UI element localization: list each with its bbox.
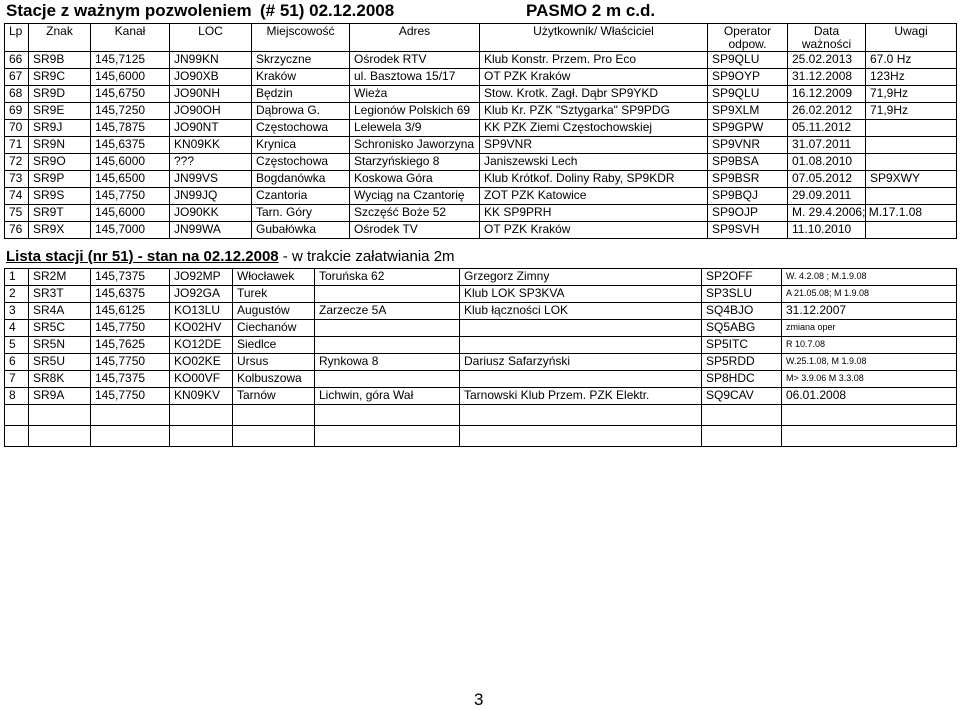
table-cell <box>866 137 957 154</box>
table-cell: SP9QLU <box>708 52 788 69</box>
table-cell: 8 <box>5 388 29 405</box>
table-cell: KO02KE <box>170 354 233 371</box>
table-cell: SP5ITC <box>702 337 782 354</box>
table-cell: Klub łączności LOK <box>460 303 702 320</box>
table-cell: 2 <box>5 286 29 303</box>
table-cell: SR5N <box>29 337 91 354</box>
table-cell <box>866 154 957 171</box>
table-cell: Włocławek <box>233 269 315 286</box>
table-cell: SR8K <box>29 371 91 388</box>
table-cell: zmiana oper <box>782 320 957 337</box>
table-cell: SP9XWY <box>866 171 957 188</box>
table-cell: SP9OYP <box>708 69 788 86</box>
table-cell <box>29 426 91 447</box>
table-cell: Czantoria <box>252 188 350 205</box>
column-header: Znak <box>29 24 91 52</box>
table-row <box>5 120 957 137</box>
table-cell: SR3T <box>29 286 91 303</box>
table-cell: Kraków <box>252 69 350 86</box>
table-cell: Wyciąg na Czantorię <box>350 188 480 205</box>
table-cell: Toruńska 62 <box>315 269 460 286</box>
table-cell: Stow. Krotk. Zagł. Dąbr SP9YKD <box>480 86 708 103</box>
table-cell: 70 <box>5 120 29 137</box>
table-cell: Legionów Polskich 69 <box>350 103 480 120</box>
table-cell: 145,6500 <box>91 171 170 188</box>
table-cell: JO92GA <box>170 286 233 303</box>
table-cell: 145,6750 <box>91 86 170 103</box>
table-cell: JO90XB <box>170 69 252 86</box>
table-cell: 16.12.2009 <box>788 86 866 103</box>
table-cell: KN09KV <box>170 388 233 405</box>
table-cell: SP9OJP <box>708 205 788 222</box>
table-header-row <box>5 24 957 52</box>
table-cell: 05.11.2012 <box>788 120 866 137</box>
table-cell: SR9O <box>29 154 91 171</box>
table-cell: 71,9Hz <box>866 103 957 120</box>
table-cell <box>782 405 957 426</box>
table-cell: JN99JQ <box>170 188 252 205</box>
table-cell: 1 <box>5 269 29 286</box>
table-cell: SQ5ABG <box>702 320 782 337</box>
table-cell: 145,7750 <box>91 388 170 405</box>
table-cell: 76 <box>5 222 29 239</box>
table-cell: SR9N <box>29 137 91 154</box>
table-cell: 145,6125 <box>91 303 170 320</box>
table-cell: W. 4.2.08 ; M.1.9.08 <box>782 269 957 286</box>
table-cell <box>170 405 233 426</box>
table-cell: 67.0 Hz <box>866 52 957 69</box>
table-cell: SP3SLU <box>702 286 782 303</box>
table-cell: 71 <box>5 137 29 154</box>
table-row <box>5 205 957 222</box>
title-main: Stacje z ważnym pozwoleniem <box>6 1 252 20</box>
table-cell <box>91 405 170 426</box>
table-cell: OT PZK Kraków <box>480 69 708 86</box>
table-cell <box>170 426 233 447</box>
table-cell: KK SP9PRH <box>480 205 708 222</box>
column-header: LOC <box>170 24 252 52</box>
table-cell: 145,6375 <box>91 137 170 154</box>
table-cell: JO90KK <box>170 205 252 222</box>
pending-list-title <box>6 248 455 265</box>
table-cell: Siedlce <box>233 337 315 354</box>
table-cell: 68 <box>5 86 29 103</box>
table-cell <box>782 426 957 447</box>
table-cell: JO90NH <box>170 86 252 103</box>
table-cell: 66 <box>5 52 29 69</box>
table-cell: 07.05.2012 <box>788 171 866 188</box>
table-row <box>5 52 957 69</box>
table-row <box>5 354 957 371</box>
table-cell: SP9XLM <box>708 103 788 120</box>
title-band: PASMO 2 m c.d. <box>526 1 656 20</box>
table-row <box>5 320 957 337</box>
table-row <box>5 188 957 205</box>
table-cell: SR9A <box>29 388 91 405</box>
table-cell: JO92MP <box>170 269 233 286</box>
table-cell: Klub Kr. PZK "Sztygarka" SP9PDG <box>480 103 708 120</box>
table-cell: 25.02.2013 <box>788 52 866 69</box>
table-cell: SP5RDD <box>702 354 782 371</box>
table-cell: Kolbuszowa <box>233 371 315 388</box>
table-cell: Częstochowa <box>252 154 350 171</box>
table-cell: 145,6000 <box>91 205 170 222</box>
table-cell <box>29 405 91 426</box>
table-cell <box>460 426 702 447</box>
table-cell: SP8HDC <box>702 371 782 388</box>
pending-list-title-note: - w trakcie załatwiania 2m <box>278 248 455 265</box>
table-cell: SP9GPW <box>708 120 788 137</box>
table-cell: Dąbrowa G. <box>252 103 350 120</box>
table-cell: 5 <box>5 337 29 354</box>
table-row <box>5 171 957 188</box>
table-cell: Krynica <box>252 137 350 154</box>
table-cell: SP9BSA <box>708 154 788 171</box>
table-row <box>5 86 957 103</box>
table-cell: KO00VF <box>170 371 233 388</box>
table-cell: Gubałówka <box>252 222 350 239</box>
table-cell: 4 <box>5 320 29 337</box>
table-row <box>5 286 957 303</box>
table-cell: Ośrodek TV <box>350 222 480 239</box>
page-title <box>6 1 956 23</box>
table-cell <box>866 120 957 137</box>
pending-stations-table <box>4 268 957 447</box>
table-cell: 145,7625 <box>91 337 170 354</box>
table-cell <box>866 222 957 239</box>
stations-table <box>4 23 957 239</box>
column-header: Uwagi <box>866 24 957 52</box>
table-cell: Lelewela 3/9 <box>350 120 480 137</box>
table-cell: ZOT PZK Katowice <box>480 188 708 205</box>
table-cell: 145,6000 <box>91 154 170 171</box>
table-cell: R 10.7.08 <box>782 337 957 354</box>
title-list-number: (# 51) 02.12.2008 <box>260 1 395 20</box>
table-cell: SR9E <box>29 103 91 120</box>
table-cell: KO02HV <box>170 320 233 337</box>
table-cell: SR9T <box>29 205 91 222</box>
table-cell: 72 <box>5 154 29 171</box>
table-cell: KK PZK Ziemi Częstochowskiej <box>480 120 708 137</box>
table-cell: 31.12.2008 <box>788 69 866 86</box>
table-cell: 145,7750 <box>91 354 170 371</box>
table-cell: SR2M <box>29 269 91 286</box>
table-cell: M. 29.4.2006; M.17.1.08 <box>788 205 866 222</box>
table-cell: JO90OH <box>170 103 252 120</box>
table-cell <box>460 405 702 426</box>
table-cell: SR5C <box>29 320 91 337</box>
table-cell: Ciechanów <box>233 320 315 337</box>
table-cell: Klub Krótkof. Doliny Raby, SP9KDR <box>480 171 708 188</box>
table-cell: Augustów <box>233 303 315 320</box>
table-cell: KO12DE <box>170 337 233 354</box>
table-cell <box>233 426 315 447</box>
table-row <box>5 69 957 86</box>
table-row <box>5 371 957 388</box>
table-cell <box>5 405 29 426</box>
column-header: Lp <box>5 24 29 52</box>
table-cell: SR9P <box>29 171 91 188</box>
table-cell: SP9VNR <box>480 137 708 154</box>
table-cell: 67 <box>5 69 29 86</box>
table-cell: W.25.1.08, M 1.9.08 <box>782 354 957 371</box>
table-row <box>5 388 957 405</box>
page-number: 3 <box>474 690 484 709</box>
table-row <box>5 337 957 354</box>
table-cell <box>460 371 702 388</box>
table-cell: 145,7750 <box>91 320 170 337</box>
table-cell: 123Hz <box>866 69 957 86</box>
table-cell: Schronisko Jaworzyna <box>350 137 480 154</box>
table-cell: KN09KK <box>170 137 252 154</box>
table-cell: A 21.05.08; M 1.9.08 <box>782 286 957 303</box>
table-cell <box>315 426 460 447</box>
table-cell: 145,7000 <box>91 222 170 239</box>
table-cell <box>866 188 957 205</box>
column-header: Użytkownik/ Właściciel <box>480 24 708 52</box>
table-cell: SR4A <box>29 303 91 320</box>
column-header: Operator odpow. <box>708 24 788 52</box>
table-cell <box>460 320 702 337</box>
table-cell: SR9B <box>29 52 91 69</box>
table-cell: SP9BQJ <box>708 188 788 205</box>
table-cell: SP9BSR <box>708 171 788 188</box>
table-cell <box>5 426 29 447</box>
table-cell: Szczęść Boże 52 <box>350 205 480 222</box>
column-header: Kanał <box>91 24 170 52</box>
table-row <box>5 103 957 120</box>
table-cell: 6 <box>5 354 29 371</box>
table-cell: 145,7750 <box>91 188 170 205</box>
pending-list-title-main: Lista stacji (nr 51) - stan na 02.12.2008 <box>6 248 279 265</box>
table-cell <box>233 405 315 426</box>
table-cell: KO13LU <box>170 303 233 320</box>
table-cell <box>315 320 460 337</box>
table-row <box>5 303 957 320</box>
table-cell: SR9J <box>29 120 91 137</box>
table-cell: Zarzecze 5A <box>315 303 460 320</box>
table-cell <box>315 405 460 426</box>
table-cell: Grzegorz Zimny <box>460 269 702 286</box>
table-cell: SR9X <box>29 222 91 239</box>
table-cell: Częstochowa <box>252 120 350 137</box>
table-cell: 145,6000 <box>91 69 170 86</box>
table-cell <box>315 286 460 303</box>
table-cell: SR9D <box>29 86 91 103</box>
column-header: Data ważności <box>788 24 866 52</box>
table-cell: JO90NT <box>170 120 252 137</box>
table-cell: Klub LOK SP3KVA <box>460 286 702 303</box>
empty-row <box>5 426 957 447</box>
table-cell: SP9VNR <box>708 137 788 154</box>
table-cell: SR9C <box>29 69 91 86</box>
table-cell: Starzyńskiego 8 <box>350 154 480 171</box>
table-cell: SR9S <box>29 188 91 205</box>
table-cell: 31.07.2011 <box>788 137 866 154</box>
table-cell: Tarn. Góry <box>252 205 350 222</box>
table-cell <box>315 337 460 354</box>
table-cell: Klub Konstr. Przem. Pro Eco <box>480 52 708 69</box>
table-cell <box>91 426 170 447</box>
table-cell: 11.10.2010 <box>788 222 866 239</box>
table-cell: SP9SVH <box>708 222 788 239</box>
table-cell: 3 <box>5 303 29 320</box>
table-cell: SQ4BJO <box>702 303 782 320</box>
table-cell: 145,7375 <box>91 269 170 286</box>
table-cell: 145,7250 <box>91 103 170 120</box>
table-cell: Ośrodek RTV <box>350 52 480 69</box>
table-cell: 26.02.2012 <box>788 103 866 120</box>
table-row <box>5 154 957 171</box>
table-cell: 145,7375 <box>91 371 170 388</box>
table-cell: Rynkowa 8 <box>315 354 460 371</box>
table-cell: Dariusz Safarzyński <box>460 354 702 371</box>
table-cell: SR5U <box>29 354 91 371</box>
table-cell: Bogdanówka <box>252 171 350 188</box>
table-cell: 145,7875 <box>91 120 170 137</box>
table-cell: 06.01.2008 <box>782 388 957 405</box>
table-row <box>5 269 957 286</box>
table-cell: Skrzyczne <box>252 52 350 69</box>
table-cell: 7 <box>5 371 29 388</box>
table-cell: 73 <box>5 171 29 188</box>
table-cell: ??? <box>170 154 252 171</box>
table-cell: Janiszewski Lech <box>480 154 708 171</box>
table-cell: 74 <box>5 188 29 205</box>
table-cell: 69 <box>5 103 29 120</box>
column-header: Adres <box>350 24 480 52</box>
table-cell: ul. Basztowa 15/17 <box>350 69 480 86</box>
table-cell: SP9QLU <box>708 86 788 103</box>
table-cell: 75 <box>5 205 29 222</box>
table-cell: Lichwin, góra Wał <box>315 388 460 405</box>
table-cell: 29.09.2011 <box>788 188 866 205</box>
table-cell: Będzin <box>252 86 350 103</box>
table-cell: OT PZK Kraków <box>480 222 708 239</box>
table-cell: JN99VS <box>170 171 252 188</box>
empty-row <box>5 405 957 426</box>
table-row <box>5 222 957 239</box>
table-cell: Wieża <box>350 86 480 103</box>
table-cell: 145,7125 <box>91 52 170 69</box>
table-cell: 01.08.2010 <box>788 154 866 171</box>
table-cell: SP2OFF <box>702 269 782 286</box>
table-cell <box>702 426 782 447</box>
table-cell: Turek <box>233 286 315 303</box>
table-cell: M> 3.9.06 M 3.3.08 <box>782 371 957 388</box>
table-row <box>5 137 957 154</box>
table-cell: 31.12.2007 <box>782 303 957 320</box>
table-cell: SQ9CAV <box>702 388 782 405</box>
table-cell <box>460 337 702 354</box>
table-cell: Ursus <box>233 354 315 371</box>
table-cell: JN99WA <box>170 222 252 239</box>
table-cell: Tarnowski Klub Przem. PZK Elektr. <box>460 388 702 405</box>
table-cell: Koskowa Góra <box>350 171 480 188</box>
table-cell <box>315 371 460 388</box>
column-header: Miejscowość <box>252 24 350 52</box>
table-cell: 71,9Hz <box>866 86 957 103</box>
table-cell: 145,6375 <box>91 286 170 303</box>
table-cell: JN99KN <box>170 52 252 69</box>
table-cell <box>702 405 782 426</box>
table-cell: Tarnów <box>233 388 315 405</box>
